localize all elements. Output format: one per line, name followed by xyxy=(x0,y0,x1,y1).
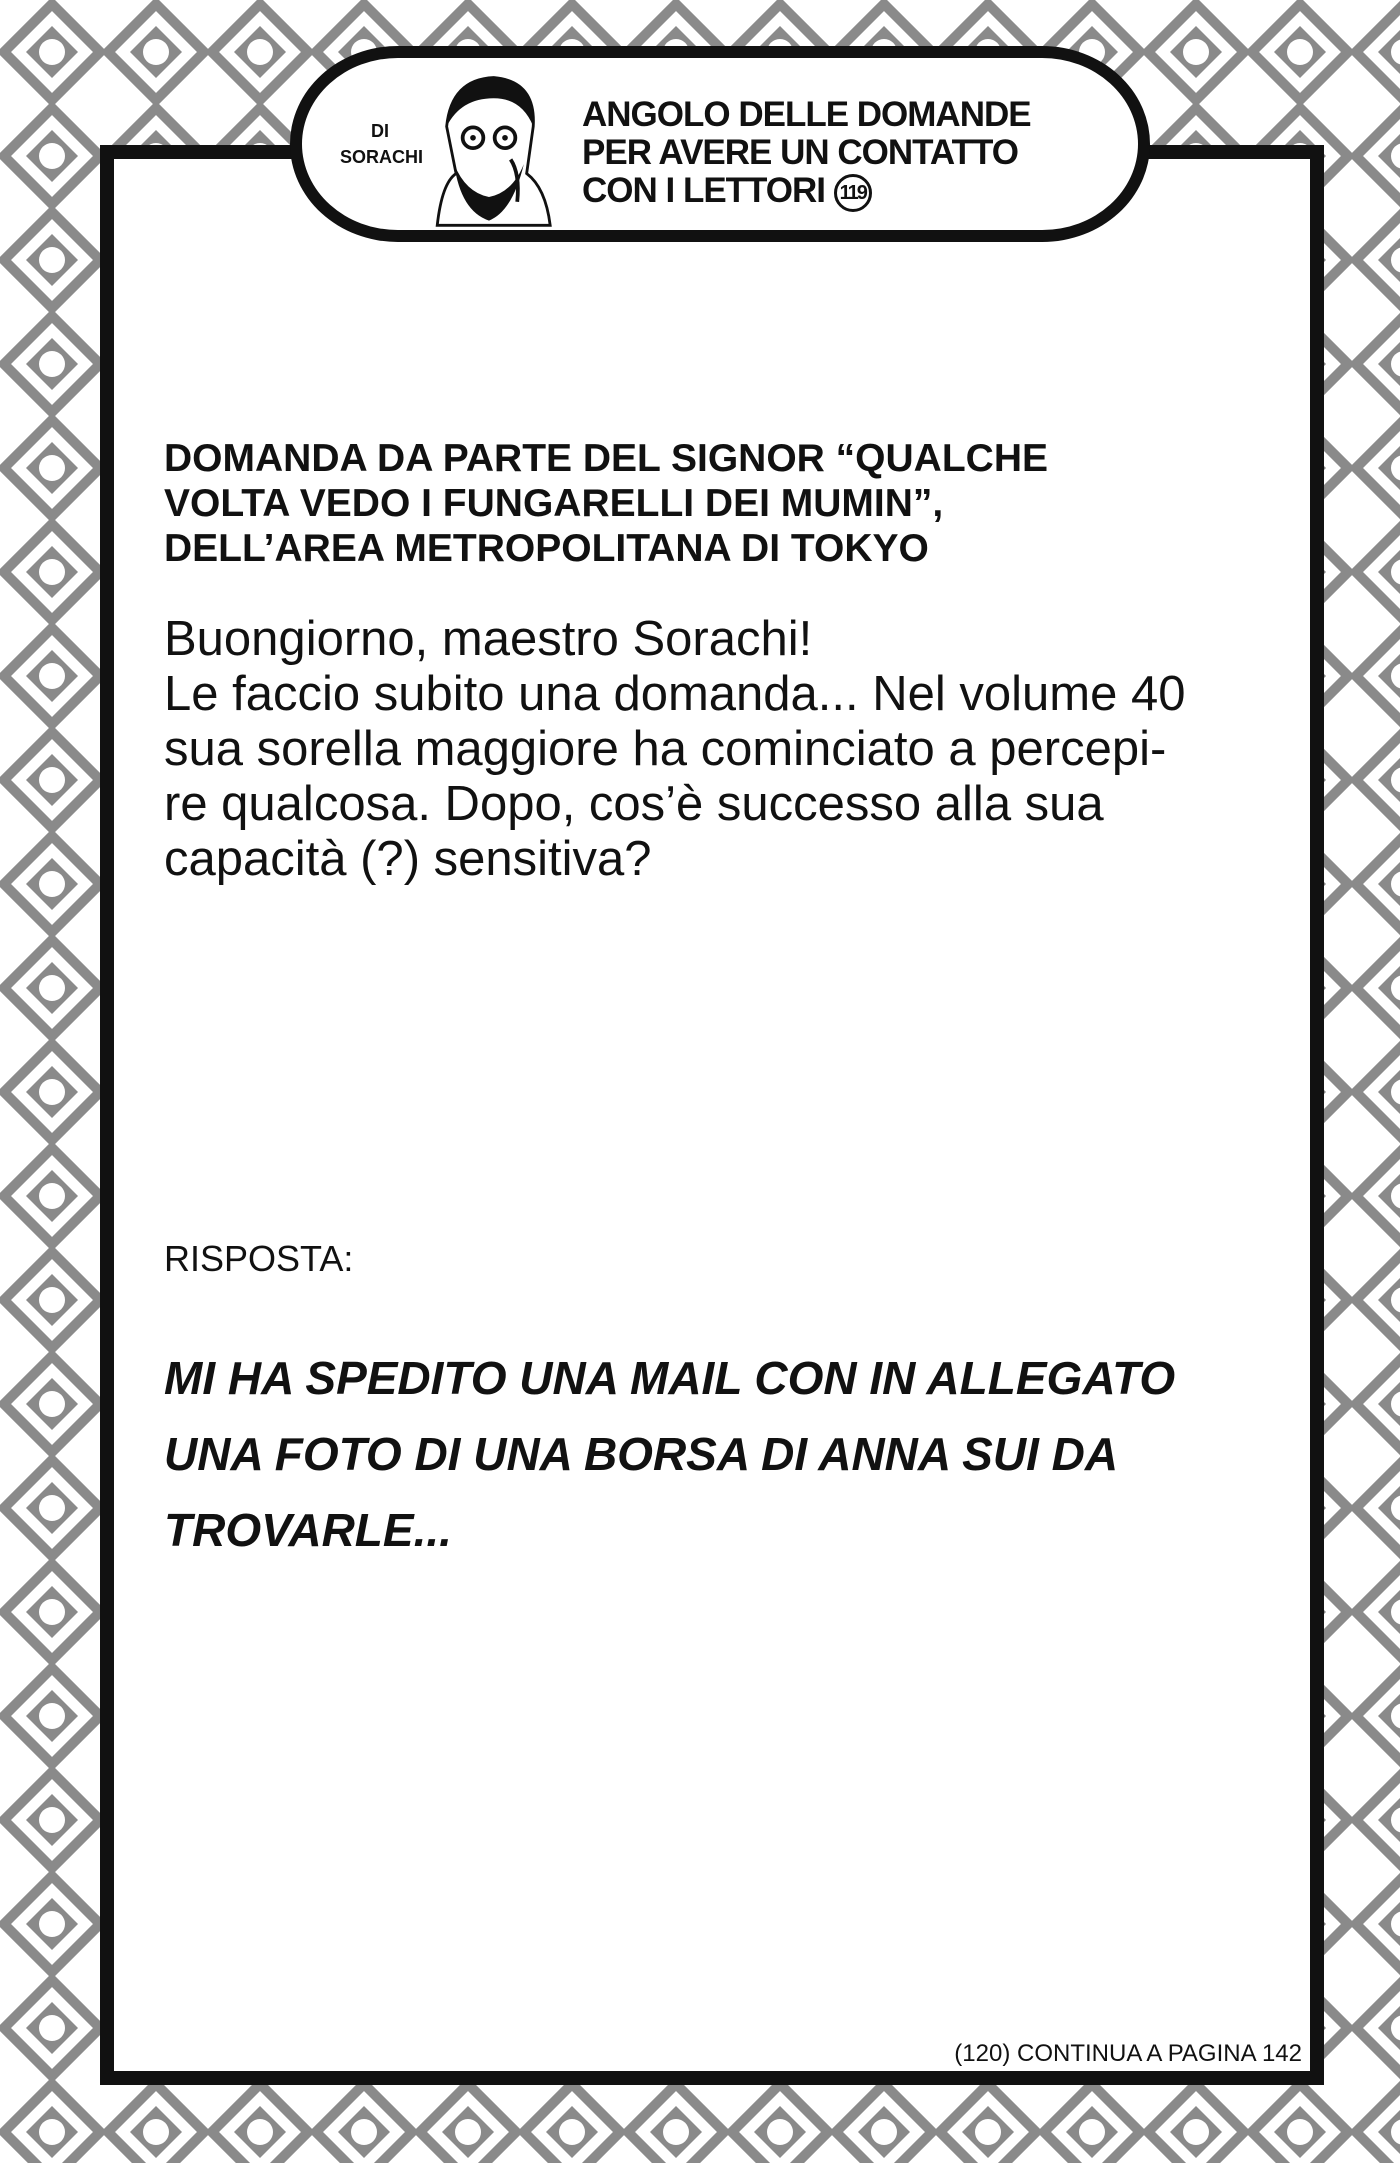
byline-di: DI xyxy=(371,121,389,141)
body-line: Le faccio subito una domanda... Nel volume 40 xyxy=(164,667,1186,721)
heading-line: VOLTA VEDO I FUNGARELLI DEI MUMIN”, xyxy=(164,482,944,525)
question-body xyxy=(164,612,1294,887)
episode-number-badge: 119 xyxy=(834,174,872,212)
answer-label: RISPOSTA: xyxy=(164,1238,354,1279)
body-line: sua sorella maggiore ha cominciato a percepi- xyxy=(164,722,1167,776)
answer-text xyxy=(164,1340,1304,1568)
title-line: ANGOLO DELLE DOMANDE xyxy=(582,95,1031,134)
answer-line: MI HA SPEDITO UNA MAIL CON IN ALLEGATO xyxy=(164,1352,1176,1404)
continuation-note: (120) CONTINUA A PAGINA 142 xyxy=(954,2040,1302,2067)
heading-line: DOMANDA DA PARTE DEL SIGNOR “QUALCHE xyxy=(164,437,1049,480)
title-line: CON I LETTORI xyxy=(582,171,826,210)
heading-line: DELL’AREA METROPOLITANA DI TOKYO xyxy=(164,527,929,570)
answer-line: UNA FOTO DI UNA BORSA DI ANNA SUI DA xyxy=(164,1428,1119,1480)
question-heading xyxy=(164,436,1284,571)
title-line: PER AVERE UN CONTATTO xyxy=(582,133,1018,172)
column-header-banner xyxy=(290,46,1150,242)
body-line: re qualcosa. Dopo, cos’è successo alla sua xyxy=(164,777,1104,831)
byline xyxy=(340,118,424,170)
body-line: Buongiorno, maestro Sorachi! xyxy=(164,612,813,666)
body-line: capacità (?) sensitiva? xyxy=(164,832,652,886)
author-caricature-icon xyxy=(414,70,564,230)
byline-sorachi: SORACHI xyxy=(340,147,424,167)
answer-line: TROVARLE... xyxy=(164,1504,452,1556)
column-title xyxy=(582,96,1122,212)
